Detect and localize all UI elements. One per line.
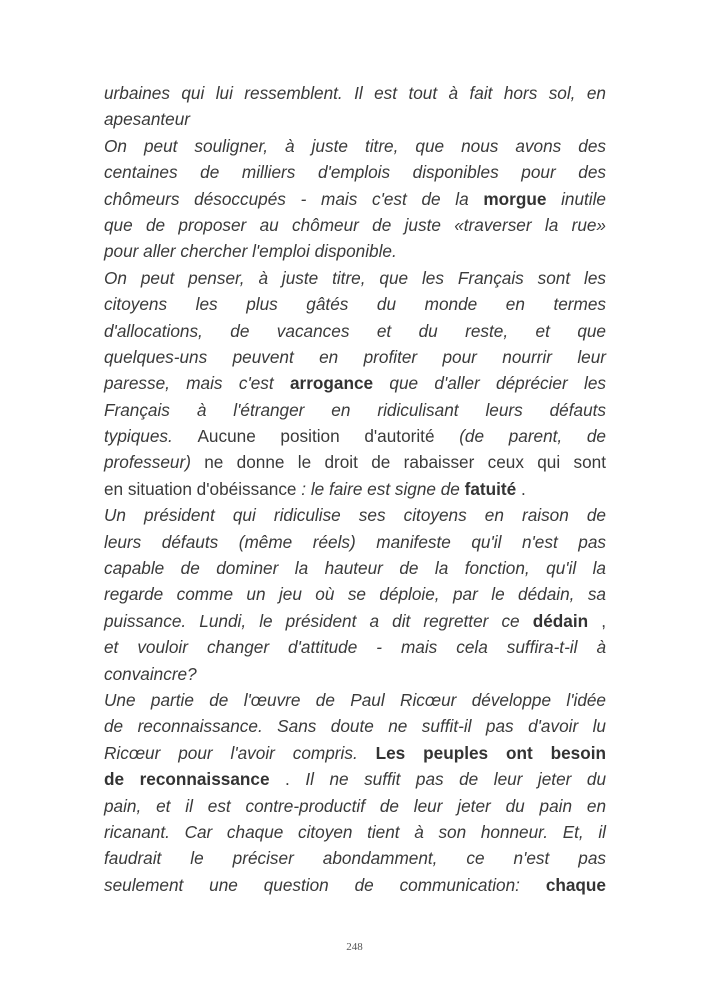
text-line xyxy=(104,872,606,898)
text-line xyxy=(104,608,606,634)
text-line xyxy=(104,555,606,581)
text-segment: On peut penser, à juste titre, que les Français sont les xyxy=(104,267,606,288)
text-line xyxy=(104,423,606,449)
text-segment: Français à l'étranger en ridiculisant leurs défauts xyxy=(104,399,606,420)
text-segment: inutile xyxy=(546,188,606,209)
text-segment: apesanteur xyxy=(104,109,191,130)
text-segment: . xyxy=(516,478,526,499)
bold-text: chaque xyxy=(545,874,606,895)
text-segment: professeur) xyxy=(104,452,191,473)
text-segment: typiques. xyxy=(104,426,198,447)
bold-text: fatuité xyxy=(464,478,517,499)
text-segment: : le faire est signe de xyxy=(301,478,465,499)
text-segment: capable de dominer la hauteur de la fonction, qu'il la xyxy=(104,558,606,579)
text-line xyxy=(104,581,606,607)
bold-text: morgue xyxy=(483,188,547,209)
text-line xyxy=(104,344,606,370)
text-segment: Une partie de l'œuvre de Paul Ricœur développe l'idée xyxy=(104,689,606,710)
text-segment: paresse, mais c'est xyxy=(104,373,290,394)
bold-text: Les peuples ont besoin xyxy=(375,742,606,763)
text-segment: On peut souligner, à juste titre, que nous avons des xyxy=(104,135,606,156)
text-segment: de reconnaissance. Sans doute ne suffit-il pas d'avoir lu xyxy=(104,716,606,737)
page-number: 248 xyxy=(346,941,363,953)
text-line xyxy=(104,159,606,185)
text-segment: quelques-uns peuvent en profiter pour nourrir leur xyxy=(104,346,606,367)
text-segment: urbaines qui lui ressemblent. Il est tout à fait hors sol, en xyxy=(104,83,606,103)
text-line xyxy=(104,766,606,792)
text-segment: , xyxy=(588,610,606,631)
text-line xyxy=(104,318,606,344)
text-segment: . xyxy=(269,769,306,790)
text-line xyxy=(104,106,606,132)
text-segment: puissance. Lundi, le président a dit regretter ce xyxy=(104,610,533,631)
text-segment: regarde comme un jeu où se déploie, par le dédain, sa xyxy=(104,584,606,605)
body-text xyxy=(104,80,606,898)
text-line xyxy=(104,212,606,238)
text-segment: Il ne suffit pas de leur jeter du xyxy=(305,769,607,790)
text-line xyxy=(104,713,606,739)
text-line xyxy=(104,397,606,423)
text-segment: seulement une question de communication: xyxy=(104,874,546,895)
text-segment: chômeurs désoccupés - mais c'est de la xyxy=(104,188,484,209)
text-line xyxy=(104,80,606,106)
text-line xyxy=(104,291,606,317)
text-segment: convaincre? xyxy=(104,663,197,684)
text-line xyxy=(104,449,606,475)
text-line xyxy=(104,186,606,212)
bold-text: de reconnaissance xyxy=(104,769,270,790)
text-segment: ricanant. Car chaque citoyen tient à son honneur. Et, il xyxy=(104,821,606,842)
text-line xyxy=(104,740,606,766)
text-line xyxy=(104,845,606,871)
text-segment: que d'aller déprécier les xyxy=(373,373,606,394)
text-segment: centaines de milliers d'emplois disponibles pour des xyxy=(104,162,606,183)
bold-text: arrogance xyxy=(289,373,374,394)
text-line xyxy=(104,661,606,687)
text-segment: leurs défauts (même réels) manifeste qu'il n'est pas xyxy=(104,531,606,552)
text-segment: faudrait le préciser abondamment, ce n'est pas xyxy=(104,848,606,869)
text-segment: citoyens les plus gâtés du monde en termes xyxy=(104,294,606,315)
text-segment: en situation d'obéissance xyxy=(104,478,302,499)
bold-text: dédain xyxy=(532,610,589,631)
text-segment: pour aller chercher l'emploi disponible. xyxy=(104,241,397,262)
text-segment: d'allocations, de vacances et du reste, et que xyxy=(104,320,606,341)
text-segment: Un président qui ridiculise ses citoyens en raison de xyxy=(104,505,606,526)
text-line xyxy=(104,793,606,819)
text-segment: que de proposer au chômeur de juste «traverser la rue» xyxy=(104,214,606,235)
text-line xyxy=(104,502,606,528)
text-line xyxy=(104,476,606,502)
text-segment: ne donne le droit de rabaisser ceux qui sont xyxy=(190,452,606,473)
text-line xyxy=(104,133,606,159)
text-segment: Ricœur pour l'avoir compris. xyxy=(104,742,376,763)
text-segment: (de parent, de xyxy=(459,426,606,447)
text-line xyxy=(104,238,606,264)
text-segment: pain, et il est contre-productif de leur jeter du pain en xyxy=(104,795,606,816)
text-segment: et vouloir changer d'attitude - mais cela suffira-t-il à xyxy=(104,637,606,658)
text-line xyxy=(104,687,606,713)
text-line xyxy=(104,529,606,555)
text-line xyxy=(104,265,606,291)
text-line xyxy=(104,370,606,396)
text-segment: Aucune position d'autorité xyxy=(197,426,460,447)
text-line xyxy=(104,634,606,660)
text-line xyxy=(104,819,606,845)
